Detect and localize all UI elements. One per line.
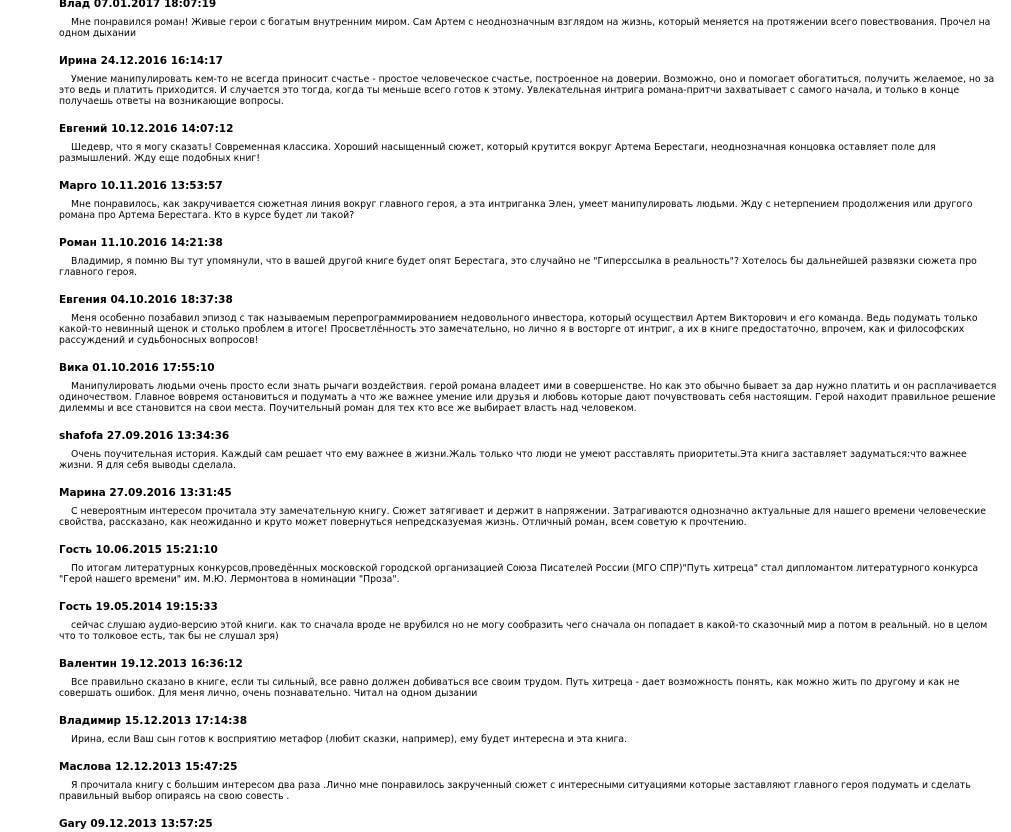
comment-date: 07.01.2017 18:07:19	[93, 0, 217, 10]
comment-date: 27.09.2016 13:31:45	[109, 487, 232, 499]
comment-header	[59, 599, 1003, 615]
comment-author: Вика	[59, 362, 89, 374]
comment-header	[59, 292, 1003, 308]
comment-date: 10.12.2016 14:07:12	[111, 123, 234, 135]
comment-author: Евгений	[59, 123, 108, 135]
comment-header	[59, 360, 1003, 376]
comment-text: Шедевр, что я могу сказать! Современная классика. Хороший насыщенный сюжет, который крутится вокруг Артема Берестаги, неоднозначная концовка оставляет поле для размышлений. Жду еще подобных книг!	[59, 142, 936, 164]
comment-author: Евгения	[59, 294, 107, 306]
comment	[59, 178, 1003, 221]
comment-date: 09.12.2013 13:57:25	[90, 818, 213, 830]
comment-author: Гость	[59, 601, 92, 613]
comment	[59, 713, 1003, 745]
comment	[59, 235, 1003, 278]
comments-list	[59, 0, 1003, 832]
comment-date: 15.12.2013 17:14:38	[124, 715, 248, 727]
comment-text: По итогам литературных конкурсов,проведённых московской городской организацией Союза Писателей России (МГО СПР)"Путь хитреца" стал дипломантом литературного конкурса "Герой нашего времени" им. М.Ю. Лермонтова в номинации "Проза".	[59, 563, 979, 585]
comment-date: 04.10.2016 18:37:38	[110, 294, 233, 306]
comment-text: Умение манипулировать кем-то не всегда приносит счастье - простое человеческое счастье, построенное на доверии. Возможно, оно и помогает обогатиться, получить желаемое, но за это ведь и платить приходится. И случается это тогда, когда ты меньше всего готов к этому. Увлекательная интрига романа-притчи захватывает с самого начала, и только в конце получаешь ответы на возникающие вопросы.	[59, 74, 995, 107]
comment-header	[59, 485, 1003, 501]
comment-text: Мне понравилось, как закручивается сюжетная линия вокруг главного героя, а эта интриганка Элен, умеет манипулировать людьми. Жду с нетерпением продолжения или другого романа про Артема Берестага. Кто в курсе будет ли такой?	[59, 199, 973, 221]
comment-date: 01.10.2016 17:55:10	[92, 362, 215, 374]
comment-header	[59, 178, 1003, 194]
comment-author: Гость	[59, 544, 92, 556]
comment-header	[59, 713, 1003, 729]
comment	[59, 599, 1003, 642]
comment-text: Все правильно сказано в книге, если ты сильный, все равно должен добиваться все своим трудом. Путь хитреца - дает возможность понять, как можно жить по другому и как не совершать ошибок. Для меня лично, очень познавательно. Читал на одном дызании	[59, 677, 960, 699]
comment-header	[59, 235, 1003, 251]
comment-author: Ирина	[59, 55, 98, 67]
comment	[59, 816, 1003, 832]
comment	[59, 121, 1003, 164]
comment-date: 11.10.2016 14:21:38	[100, 237, 223, 249]
comment	[59, 485, 1003, 528]
comment-text: Манипулировать людьми очень просто если знать рычаги воздействия. герой романа владеет ими в совершенстве. Но как это обычно бывает за дар нужно платить и он расплачивается одиночеством. Главное вовремя остановиться и подумать а что же важнее умение или друзья и любовь которые дают почувствовать себя настоящим. Герой находит правильное решение дилеммы и все становится на свои места. Поучительный роман для тех кто все же выбирает власть над человеком.	[59, 381, 997, 414]
comment-date: 10.06.2015 15:21:10	[95, 544, 218, 556]
comment	[59, 0, 1003, 39]
comment-header	[59, 53, 1003, 69]
comment-date: 12.12.2013 15:47:25	[115, 761, 238, 773]
comment-author: Марго	[59, 180, 97, 192]
comment	[59, 360, 1003, 414]
comment-header	[59, 428, 1003, 444]
comment-header	[59, 0, 1003, 12]
comment-date: 19.05.2014 19:15:33	[95, 601, 218, 613]
comment-header	[59, 816, 1003, 832]
comment-header	[59, 759, 1003, 775]
comment-text: Я прочитала книгу с большим интересом два раза .Лично мне понравилось закрученный сюжет с интересными ситуациями которые заставляют главного героя подумать и сделать правильный выбор опираясь на свою совесть .	[59, 780, 971, 802]
comment-author: Марина	[59, 487, 106, 499]
comment-date: 19.12.2013 16:36:12	[120, 658, 243, 670]
comment-header	[59, 121, 1003, 137]
comment-date: 24.12.2016 16:14:17	[100, 55, 223, 67]
comment-text: Владимир, я помню Вы тут упомянули, что в вашей другой книге будет опят Берестага, это случайно не "Гиперссылка в реальность"? Хотелось бы дальнейшей развязки сюжета про главного героя.	[59, 256, 977, 278]
comment-header	[59, 542, 1003, 558]
comment-text: С невероятным интересом прочитала эту замечательную книгу. Сюжет затягивает и держит в напряжении. Затрагиваются однозначно актуальные для нашего времени человеческие свойства, рассказано, как неожиданно и круто может повернуться непредсказуемая жизнь. Отличный роман, всем советую к прочтению.	[59, 506, 986, 528]
comment	[59, 542, 1003, 585]
comment-text: Ирина, если Ваш сын готов к восприятию метафор (любит сказки, например), ему будет интересна и эта книга.	[71, 734, 628, 745]
comment-author: Валентин	[59, 658, 117, 670]
comment-author: Маслова	[59, 761, 112, 773]
comment	[59, 53, 1003, 107]
comment-date: 10.11.2016 13:53:57	[100, 180, 223, 192]
comment-text: Меня особенно позабавил эпизод с так называемым перепрограммированием недовольного инвестора, который осуществил Артем Викторович и его команда. Ведь подумать только какой-то невинный щенок и столько проблем в итоге! Просветлённость это замечательно, но лично я в восторге от интриг, а их в книге предостаточно, впрочем, как и философских рассуждений и судьбоносных вопросов!	[59, 313, 978, 346]
comment-author: Влад	[59, 0, 91, 10]
comment-date: 27.09.2016 13:34:36	[106, 430, 230, 442]
comment-author: shafofa	[59, 430, 104, 442]
comment	[59, 292, 1003, 346]
comment-author: Владимир	[59, 715, 122, 727]
comment-author: Роман	[59, 237, 97, 249]
comment-text: Мне понравился роман! Живые герои с богатым внутренним миром. Сам Артем с неоднозначным взглядом на жизнь, который меняется на протяжении всего повествования. Прочел на одном дыхании	[59, 17, 991, 39]
comment	[59, 759, 1003, 802]
comment-author: Gary	[59, 818, 87, 830]
comment-header	[59, 656, 1003, 672]
comment-text: сейчас слушаю аудио-версию этой книги. как то сначала вроде не врубился но не могу сообразить чего сначала он попадает в какой-то сказочный мир а потом в реальный. но в целом что то толковое есть, так бы не слушал зря)	[59, 620, 988, 642]
comment	[59, 428, 1003, 471]
comment	[59, 656, 1003, 699]
comment-text: Очень поучительная история. Каждый сам решает что ему важнее в жизни.Жаль только что люди не умеют расставлять приоритеты.Эта книга заставляет задуматься:что важнее жизни. Я для себя выводы сделала.	[59, 449, 967, 471]
